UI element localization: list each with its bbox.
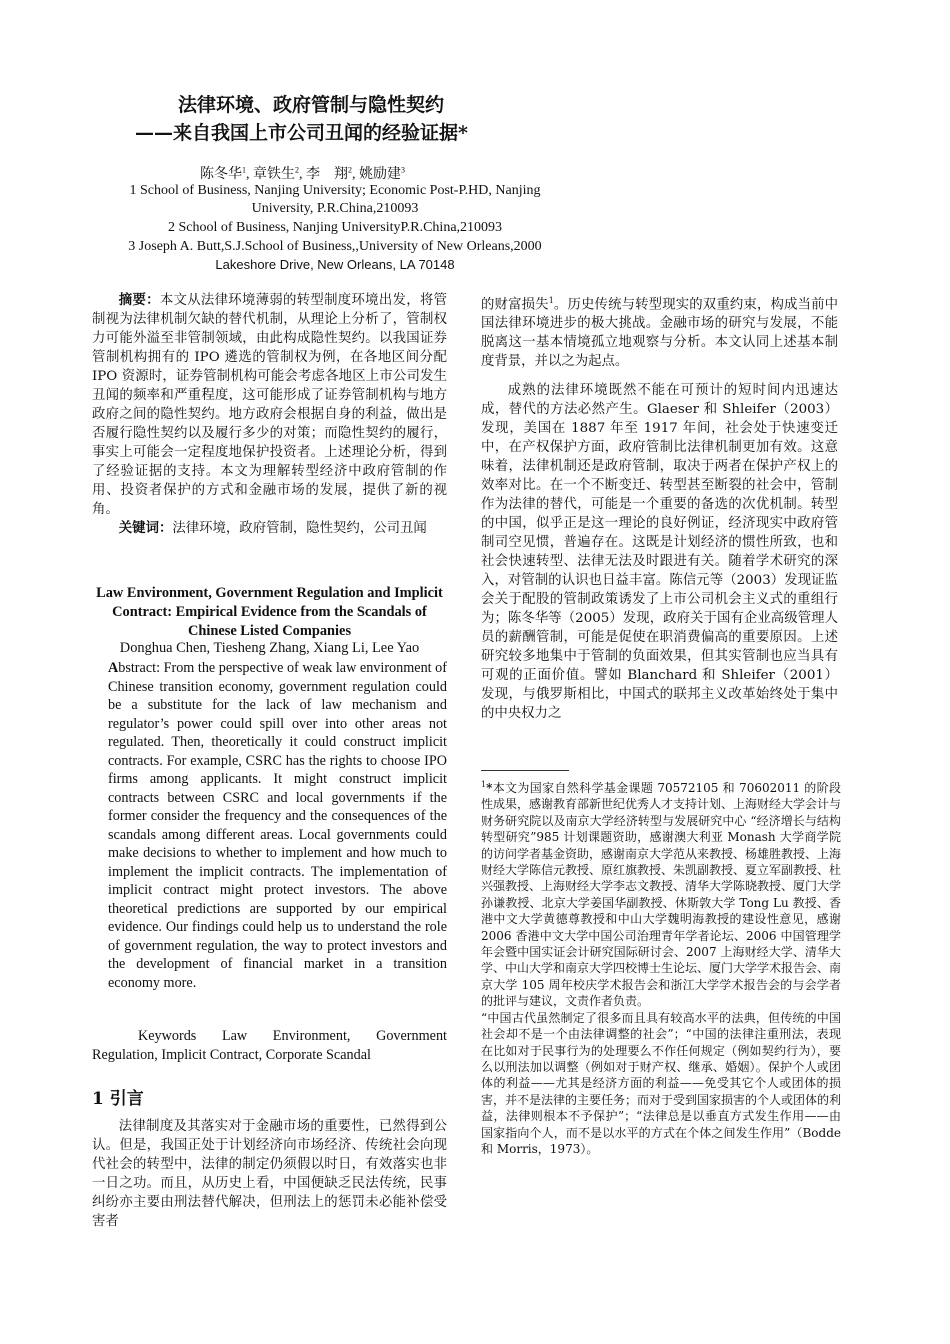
- english-authors: Donghua Chen, Tiesheng Zhang, Xiang Li, Lee Yao: [119, 640, 420, 656]
- affiliation-3b: Lakeshore Drive, New Orleans, LA 70148: [215, 257, 455, 272]
- keywords-label: 关键词：: [118, 520, 173, 536]
- author-name: 姚励建: [359, 167, 401, 182]
- footnote-1-star: *: [486, 781, 493, 795]
- english-title: Law Environment, Government Regulation and Implicit Contract: Empirical Evidence from the Scandals of Chinese Listed Companies: [96, 585, 443, 639]
- author-mark: 2: [295, 165, 299, 175]
- footnote-1-text: 本文为国家自然科学基金课题 70572105 和 70602011 的阶段性成果，感谢教育部新世纪优秀人才支持计划、上海财经大学会计与财务研究院以及南京大学经济转型与发展研究中心 “经济增长与结构转型研究”985 计划课题资助，感谢澳大利亚 Monash 大学商学院的访问学者基金资助，感谢南京大学范从来教授、杨雄胜教授、上海财经大学陈信元教授、原红旗教授、朱凯副教授、夏立军副教授、杜兴强教授、上海财经大学李志文教授、清华大学陈晓教授、厦门大学孙谦教授、北京大学姜国华副教授、休斯敦大学 Tong Lu 教授、香港中文大学黄德尊教授和中山大学魏明海教授的建设性意见，感谢 2006 香港中文大学中国公司治理青年学者论坛、2006 中国管理学年会暨中国实证会计研究国际研讨会、2007 上海财经大学、清华大学、中山大学和南京大学四校博士生论坛、厦门大学学术报告会、南京大学 105 周年校庆学术报告会和浙江大学学术报告会的与会学者的批评与建议，文责作者负责。: [481, 781, 842, 1009]
- keywords-text: 法律环境，政府管制，隐性契约，公司丑闻: [172, 521, 427, 536]
- author-list: 陈冬华$^1$, 章铁生$^2$, 李 翔$^2$, 姚励建$^3$: [200, 165, 405, 182]
- footnote-2-text: “中国古代虽然制定了很多而且具有较高水平的法典，但传统的中国社会却不是一个由法律调整的社会”；“中国的法律注重刑法，表现在比如对于民事行为的处理要么不作任何规定（例如契约行为），要么以刑法加以调整（例如对于财产权、继承、婚姻）。保护个人或团体的利益——尤其是经济方面的利益——免受其它个人或团体的损害，并不是法律的主要任务；而对于受到国家损害的个人或团体的利益，法律则根本不予保护”；“法律总是以垂直方式发生作用——由国家指向个人，而不是以水平的方式在个体之间发生作用”（Bodde 和 Morris，1973）。: [481, 1010, 842, 1156]
- author-mark: 1: [242, 165, 246, 175]
- title-line-2: ——来自我国上市公司丑闻的经验证据*: [135, 122, 468, 144]
- author-name: 李 翔: [306, 167, 348, 182]
- footnote-rule: [481, 770, 569, 771]
- affiliation-3a: 3 Joseph A. Butt,S.J.School of Business,,University of New Orleans,2000: [128, 239, 542, 254]
- footnotes: [481, 777, 841, 1157]
- section1-para1: 法律制度及其落实对于金融市场的重要性，已然得到公认。但是，我国正处于计划经济向市场经济、传统社会向现代社会的转型中，法律的制定仍须假以时日，有效落实也非一日之功。而且，从历史上看，中国便缺乏民法传统，民事纠纷亦主要由刑法替代解决，但刑法上的惩罚未必能补偿受害者: [92, 1119, 447, 1229]
- english-abstract-label: A: [108, 660, 119, 676]
- affiliation-2: 2 School of Business, Nanjing UniversityP.R.China,210093: [167, 220, 503, 235]
- english-abstract: [92, 659, 447, 992]
- english-abstract-text: bstract: From the perspective of weak law environment of Chinese transition economy, government regulation could be a substitute for the lack of law mechanism and regulator’s power could spill over into other areas not regulated. Then, theoretically it could construct implicit contracts. For example, CSRC has the rights to choose IPO firms among applicants. It might construct implicit contracts between CSRC and local governments if the former consider the frequency and the consequences of the scandals among different areas. Local governments could make decisions to whether to implement and how much to implement the implicit contracts. The implementation of implicit contract might protect investors. The above theoretical predictions are supported by our empirical evidence. Our findings could help us to understand the role of government regulation, the way to protect investors and the development of financial market in a transition economy more.: [108, 660, 447, 991]
- affiliation-1b: University, P.R.China,210093: [251, 201, 419, 216]
- abstract-cn: [92, 291, 447, 538]
- section-heading: 1 引言: [92, 1089, 144, 1109]
- author-mark: 3: [401, 165, 405, 175]
- para-cont: 的财富损失: [481, 297, 549, 313]
- affiliation-1a: 1 School of Business, Nanjing University; Economic Post-P.HD, Nanjing: [129, 183, 541, 198]
- title-line-1: 法律环境、政府管制与隐性契约: [178, 94, 445, 116]
- abstract-text: 本文从法律环境薄弱的转型制度环境出发，将管制视为法律机制欠缺的替代机制，从理论上分析了，管制权力可能外溢至非管制领域，由此构成隐性契约。以我国证券管制机构拥有的 IPO 遴选的管制权为例，在各地区间分配 IPO 资源时，证券管制机构可能会考虑各地区上市公司发生丑闻的频率和严重程度，这可能形成了证券管制机构与地方政府之间的隐性契约。地方政府会根据自身的利益，做出是否履行隐性契约以及履行多少的对策；而隐性契约的履行，事实上可能会一定程度地保护投资者。上述理论分析，得到了经验证据的支持。本文为理解转型经济中政府管制的作用、投资者保护的方式和金融市场的发展，提供了新的视角。: [92, 293, 447, 517]
- author-mark: 2: [348, 165, 352, 175]
- section1-body: [92, 1117, 447, 1231]
- para-cont-rest: 。历史传统与转型现实的双重约束，构成当前中国法律环境进步的极大挑战。金融市场的研究与发展，不能脱离这一基本情境孤立地观察与分析。本文认同上述基本制度背景，并以之为起点。: [481, 297, 839, 370]
- author-name: 章铁生: [253, 167, 295, 182]
- english-keywords: Keywords Law Environment, Government Regulation, Implicit Contract, Corporate Scandal: [92, 1028, 447, 1063]
- footnote-1-mark: 1: [481, 780, 487, 789]
- right-column-text: [481, 291, 838, 723]
- footnote-ref[interactable]: 1: [548, 296, 554, 305]
- right-para2: 成熟的法律环境既然不能在可预计的短时间内迅速达成，替代的方法必然产生。Glaeser 和 Shleifer（2003）发现，美国在 1887 年至 1917 年间，社会处于快速变迁中，在产权保护方面，政府管制比法律机制更加有效。这意味着，法律机制还是政府管制，取决于两者在保护产权上的效率对比。在一个不断变迁、转型甚至断裂的社会中，管制作为法律的替代，可能是一个重要的备选的次优机制。转型的中国，似乎正是这一理论的良好例证，经济现实中政府管制司空见惯，普遍存在。这既是计划经济的惯性所致，也和社会快速转型、法律无法及时跟进有关。随着学术研究的深入，对管制的认识也日益丰富。陈信元等（2003）发现证监会关于配股的管制政策诱发了上市公司机会主义式的重组行为；陈冬华等（2005）发现，政府关于国有企业高级管理人员的薪酬管制，可能是促使在职消费偏高的重要原因。上述研究较多地集中于管制的负面效果，但其实管制也应当具有可观的正面价值。譬如 Blanchard 和 Shleifer（2001）发现，与俄罗斯相比，中国式的联邦主义改革始终处于集中的中央权力之: [481, 383, 838, 722]
- author-name: 陈冬华: [200, 167, 242, 182]
- abstract-label: 摘要：: [118, 292, 160, 308]
